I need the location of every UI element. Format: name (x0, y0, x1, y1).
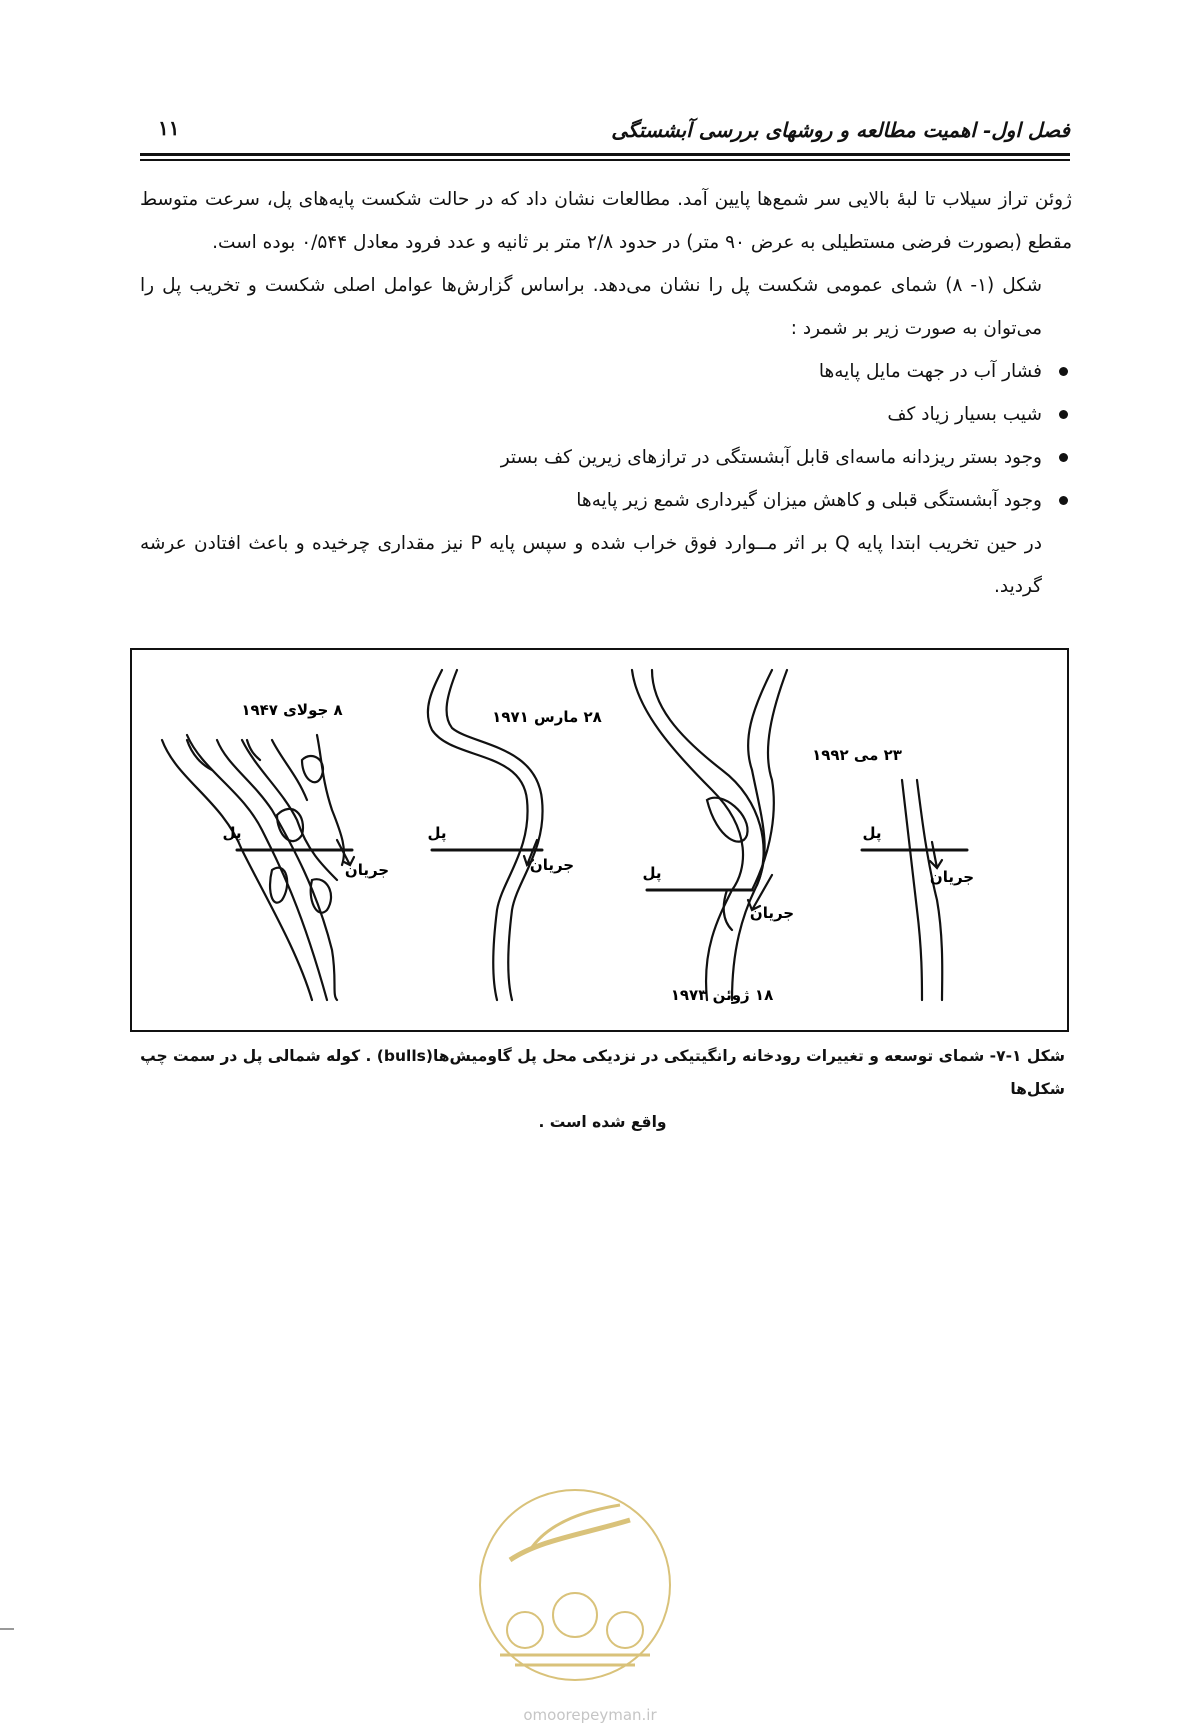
panel-3-bridge-label: پل (642, 864, 662, 882)
panel-4-flow-label: جریان (929, 868, 975, 886)
river-evolution-figure (130, 648, 1069, 1032)
panel-4-river (902, 780, 942, 1000)
panel-2-flow-label: جریان (529, 856, 575, 874)
river-sketches (132, 650, 1067, 1030)
header-rule-thick (140, 153, 1070, 156)
panel-1-river (162, 735, 344, 1000)
panel-2-bridge-label: پل (427, 824, 447, 842)
caption-line-2: واقع شده است . (538, 1113, 667, 1131)
list-item: شیب بسیار زیاد کف (140, 393, 1072, 436)
panel-1-date: ۸ جولای ۱۹۴۷ (241, 701, 343, 719)
page-number: ۱۱ (158, 116, 180, 140)
list-item: وجود بستر ریزدانه ماسه‌ای قابل آبشستگی در ترازهای زیرین کف بستر (140, 436, 1072, 479)
panel-3-flow-label: جریان (749, 904, 795, 922)
paragraph-1: ژوئن تراز سیلاب تا لبهٔ بالایی سر شمع‌ها پایین آمد. مطالعات نشان داد که در حالت شکست پایه‌های پل، سرعت متوسط مقطع (بصورت فرضی مستطیلی به عرض ۹۰ متر) در حدود ۲/۸ متر بر ثانیه و عدد فرود معادل ۰/۵۴۴ بوده است. (140, 189, 1072, 253)
watermark-seal (470, 1480, 680, 1690)
caption-line-1: شکل ۱-۷- شمای توسعه و تغییرات رودخانه رانگیتیکی در نزدیکی محل پل گاومیش‌ها(bulls) . کوله شمالی پل در سمت چپ شکل‌ها (140, 1047, 1065, 1098)
panel-1-bridge-label: پل (222, 824, 242, 842)
header-rule-thin (140, 159, 1070, 161)
seal-logo-icon (470, 1480, 680, 1690)
panel-4-date: ۲۳ می ۱۹۹۲ (812, 746, 902, 764)
body-text (140, 178, 1072, 608)
chapter-title: فصل اول- اهمیت مطالعه و روشهای بررسی آبشستگی (611, 118, 1070, 142)
watermark-site: omoorepeyman.ir (523, 1706, 657, 1724)
panel-2-date: ۲۸ مارس ۱۹۷۱ (492, 708, 602, 726)
panel-3-river (632, 670, 787, 1000)
failure-causes-list (140, 350, 1072, 522)
paragraph-2: شکل (۱- ۸) شمای عمومی شکست پل را نشان می‌دهد. براساس گزارش‌ها عوامل اصلی شکست و تخریب پل را می‌توان به صورت زیر بر شمرد : (140, 275, 1043, 339)
margin-dash (0, 1628, 14, 1630)
panel-4-bridge-label: پل (862, 824, 882, 842)
panel-3-date: ۱۸ ژوئن ۱۹۷۳ (670, 986, 774, 1004)
panel-1-flow-label: جریان (344, 861, 390, 879)
list-item: فشار آب در جهت مایل پایه‌ها (140, 350, 1072, 393)
page-header (140, 112, 1070, 152)
panel-4-flow-arrow (930, 842, 942, 868)
list-item: وجود آبشستگی قبلی و کاهش میزان گیرداری شمع زیر پایه‌ها (140, 479, 1072, 522)
paragraph-3: در حین تخریب ابتدا پایه Q بر اثر مــوارد فوق خراب شده و سپس پایه P نیز مقداری چرخیده و باعث افتادن عرشه گردید. (140, 533, 1042, 597)
figure-caption (140, 1040, 1065, 1139)
